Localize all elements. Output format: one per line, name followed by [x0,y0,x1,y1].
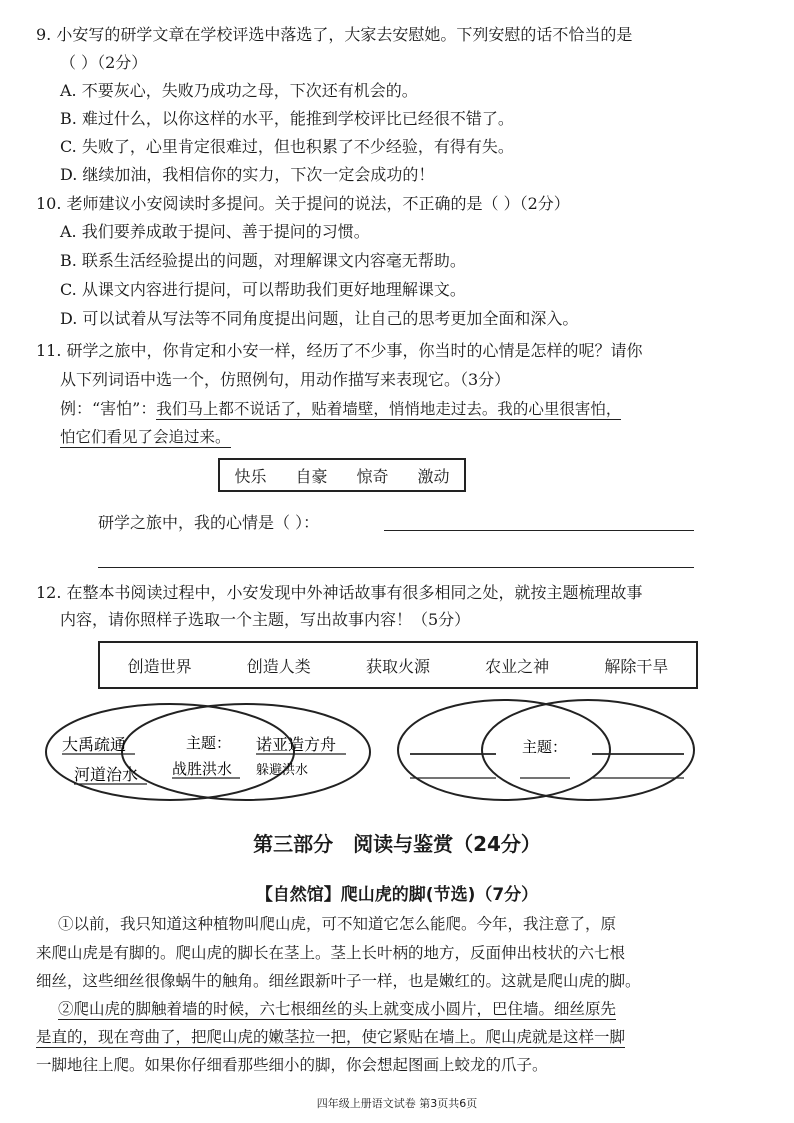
q11-stem-line1: 11. 研学之旅中，你肯定和小安一样，经历了不少事，你当时的心情是怎样的呢？请你 [36,341,643,360]
venn-example-right-line1: 诺亚造方舟 [256,735,337,754]
part3-title: 第三部分 阅读与鉴赏（24分） [253,832,541,856]
q9-option-b: B. 难过什么，以你这样的水平，能推到学校评比已经很不错了。 [60,109,514,128]
q11-word-box [218,458,466,492]
passage-title: 【自然馆】爬山虎的脚(节选)（7分） [255,885,539,905]
q12-stem-line2: 内容，请你照样子选取一个主题，写出故事内容！（5分） [60,610,471,629]
q11-example-label: 例：“害怕”： [60,399,157,418]
q12-venn-area [0,690,794,815]
q11-word: 激动 [417,466,450,486]
q12-stem-line1: 12. 在整本书阅读过程中，小安发现中外神话故事有很多相同之处，就按主题梳理故事 [36,583,643,602]
venn-blank-left-ellipse [398,700,610,800]
q11-example-text2: 怕它们看见了会追过来。 [60,428,231,446]
q9-option-d: D. 继续加油，我相信你的实力，下次一定会成功的！ [60,165,435,184]
q11-answer-line[interactable] [384,530,694,531]
venn-example-center-value: 战胜洪水 [172,760,233,778]
passage-paragraph-2-line1 [58,995,616,1024]
q12-theme: 创造世界 [127,656,192,676]
q12-theme: 获取火源 [365,656,430,676]
q11-word: 自豪 [295,466,328,486]
q11-example-line1 [60,398,621,420]
passage-paragraph-2-line3: 一脚地往上爬。如果你仔细看那些细小的脚，你会想起图画上蛟龙的爪子。 [36,1056,548,1074]
q11-stem-line2: 从下列词语中选一个，仿照例句，用动作描写来表现它。（3分） [60,370,511,389]
passage-paragraph-1-line1: ①以前，我只知道这种植物叫爬山虎，可不知道它怎么能爬。今年，我注意了，原 [58,915,617,933]
q11-word: 快乐 [234,466,267,486]
q10-option-b: B. 联系生活经验提出的问题，对理解课文内容毫无帮助。 [60,251,466,270]
q11-example-text1: 我们马上都不说话了，贴着墙壁，悄悄地走过去。我的心里很害怕， [156,400,622,418]
venn-example-right-line2: 躲避洪水 [256,763,309,778]
q11-answer-line-2[interactable] [98,567,694,568]
q9-option-a: A. 不要灰心，失败乃成功之母，下次还有机会的。 [60,81,418,100]
passage-paragraph-1-line2: 来爬山虎是有脚的。爬山虎的脚长在茎上。茎上长叶柄的地方，反面伸出枝状的六七根 [36,944,626,962]
q11-answer-prompt: 研学之旅中，我的心情是（ ）： [98,513,320,532]
q11-word: 惊奇 [356,466,389,486]
page-footer: 四年级上册语文试卷 第3页共6页 [316,1097,478,1110]
q12-theme: 创造人类 [246,656,311,676]
passage-paragraph-2-line2 [36,1023,625,1052]
q10-stem: 10. 老师建议小安阅读时多提问。关于提问的说法，不正确的是（ ）（2分） [36,194,570,213]
q9-answer-blank[interactable]: （ ）（2分） [60,53,148,72]
venn-example-left-line1: 大禹疏通 [62,735,127,754]
q9-option-c: C. 失败了，心里肯定很难过，但也积累了不少经验，有得有失。 [60,137,514,156]
q12-theme-box [98,641,698,689]
venn-blank-center-label: 主题： [522,738,568,756]
passage-paragraph-2-line1-text: ②爬山虎的脚触着墙的时候，六七根细丝的头上就变成小圆片，巴住墙。细丝原先 [58,1000,617,1018]
q10-option-c: C. 从课文内容进行提问，可以帮助我们更好地理解课文。 [60,280,466,299]
q9-stem: 9. 小安写的研学文章在学校评选中落选了，大家去安慰她。下列安慰的话不恰当的是 [36,25,633,44]
passage-paragraph-2-line2-text: 是直的，现在弯曲了，把爬山虎的嫩茎拉一把，使它紧贴在墙上。爬山虎就是这样一脚 [36,1028,626,1046]
q10-option-a: A. 我们要养成敢于提问、善于提问的习惯。 [60,222,370,241]
venn-example-left-line2: 河道治水 [74,765,139,784]
q10-option-d: D. 可以试着从写法等不同角度提出问题，让自己的思考更加全面和深入。 [60,309,579,328]
q12-theme: 农业之神 [485,656,550,676]
venn-example-center-label: 主题： [186,734,232,752]
q11-example-line2 [60,426,231,448]
passage-paragraph-1-line3: 细丝，这些细丝很像蜗牛的触角。细丝跟新叶子一样，也是嫩红的。这就是爬山虎的脚。 [36,972,641,990]
venn-blank-right-ellipse [482,700,694,800]
q12-theme: 解除干旱 [604,656,669,676]
